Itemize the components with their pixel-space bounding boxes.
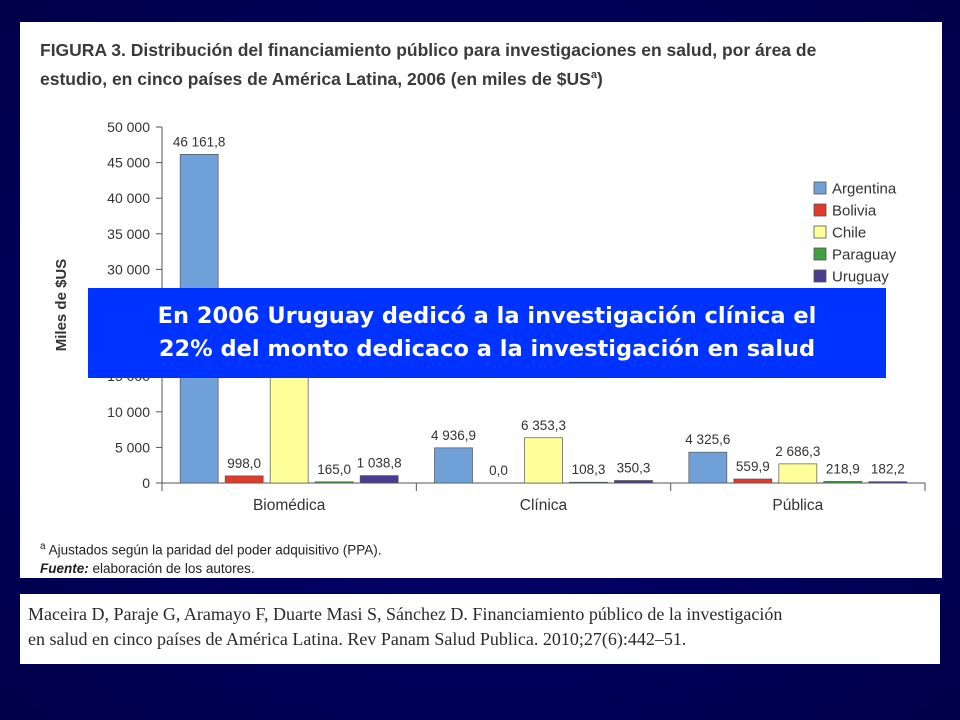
highlight-callout xyxy=(88,288,886,378)
data-label: 559,9 xyxy=(735,459,770,475)
legend-label: Paraguay xyxy=(832,246,897,264)
y-tick-label: 5 000 xyxy=(114,439,150,456)
figure-title-line2: estudio, en cinco países de América Latina, 2006 (en miles de $US xyxy=(40,68,591,89)
bar-chile xyxy=(525,438,563,483)
callout-line2: 22% del monto dedicaco a la investigación en salud xyxy=(158,336,816,362)
y-axis-label: Miles de $US xyxy=(53,258,70,352)
source-label: Fuente: xyxy=(40,560,89,576)
bar-uruguay xyxy=(869,482,907,483)
bar-chile xyxy=(779,464,817,483)
citation-line2: en salud en cinco países de América Latina. Rev Panam Salud Publica. 2010;27(6):442–51. xyxy=(28,629,687,649)
category-label: Clínica xyxy=(519,497,568,514)
data-label: 165,0 xyxy=(317,461,352,477)
bar-uruguay xyxy=(360,476,398,483)
legend-label: Uruguay xyxy=(832,268,889,286)
data-label: 108,3 xyxy=(571,462,606,478)
figure-title-end: ) xyxy=(596,68,603,89)
figure-title-superscript: a xyxy=(590,69,597,81)
legend-label: Argentina xyxy=(832,180,897,198)
bar-argentina xyxy=(689,452,727,483)
data-label: 350,3 xyxy=(616,460,651,476)
bar-bolivia xyxy=(225,476,263,483)
data-label: 0,0 xyxy=(489,463,508,478)
data-label: 46 161,8 xyxy=(172,134,226,150)
citation-line1: Maceira D, Paraje G, Aramayo F, Duarte Masi S, Sánchez D. Financiamiento público de la investigación xyxy=(28,604,783,624)
data-label: 4 936,9 xyxy=(430,427,477,443)
y-tick-label: 45 000 xyxy=(107,154,150,171)
bar-paraguay xyxy=(570,482,608,483)
bar-bolivia xyxy=(734,479,772,483)
citation-panel xyxy=(20,594,940,664)
y-tick-label: 30 000 xyxy=(107,261,150,278)
y-tick-label: 10 000 xyxy=(107,403,150,420)
y-tick-label: 0 xyxy=(142,475,150,491)
bar-paraguay xyxy=(824,481,862,483)
data-label: 998,0 xyxy=(227,455,262,471)
figure-title xyxy=(40,38,940,92)
source-text: elaboración de los autores. xyxy=(88,560,255,576)
legend-swatch xyxy=(814,182,826,194)
data-label: 6 353,3 xyxy=(520,417,567,433)
footnote-text: Ajustados según la paridad del poder adquisitivo (PPA). xyxy=(45,542,382,558)
bar-uruguay xyxy=(615,481,653,483)
callout-line1: En 2006 Uruguay dedicó a la investigación clínica el xyxy=(157,303,817,329)
footnote-superscript: a xyxy=(40,541,46,552)
legend-swatch xyxy=(814,226,826,238)
data-label: 2 686,3 xyxy=(775,443,821,459)
legend-swatch xyxy=(814,270,826,282)
figure-footnote xyxy=(40,538,382,578)
data-label: 182,2 xyxy=(870,461,905,477)
bar-argentina xyxy=(435,448,473,483)
data-label: 4 325,6 xyxy=(685,432,731,448)
category-label: Pública xyxy=(772,497,824,514)
y-tick-label: 35 000 xyxy=(107,225,150,242)
legend-swatch xyxy=(814,248,826,260)
y-tick-label: 50 000 xyxy=(107,119,150,135)
legend-label: Bolivia xyxy=(832,202,877,220)
category-label: Biomédica xyxy=(252,497,326,514)
legend-swatch xyxy=(814,204,826,216)
ppa-footnote xyxy=(40,538,382,560)
source-note xyxy=(40,560,382,578)
bar-paraguay xyxy=(315,482,353,483)
data-label: 218,9 xyxy=(825,461,860,477)
figure-title-line1: FIGURA 3. Distribución del financiamiento público para investigaciones en salud, por área de xyxy=(40,40,817,60)
y-tick-label: 40 000 xyxy=(107,190,150,207)
legend-label: Chile xyxy=(832,224,867,242)
data-label: 1 038,8 xyxy=(356,455,402,471)
